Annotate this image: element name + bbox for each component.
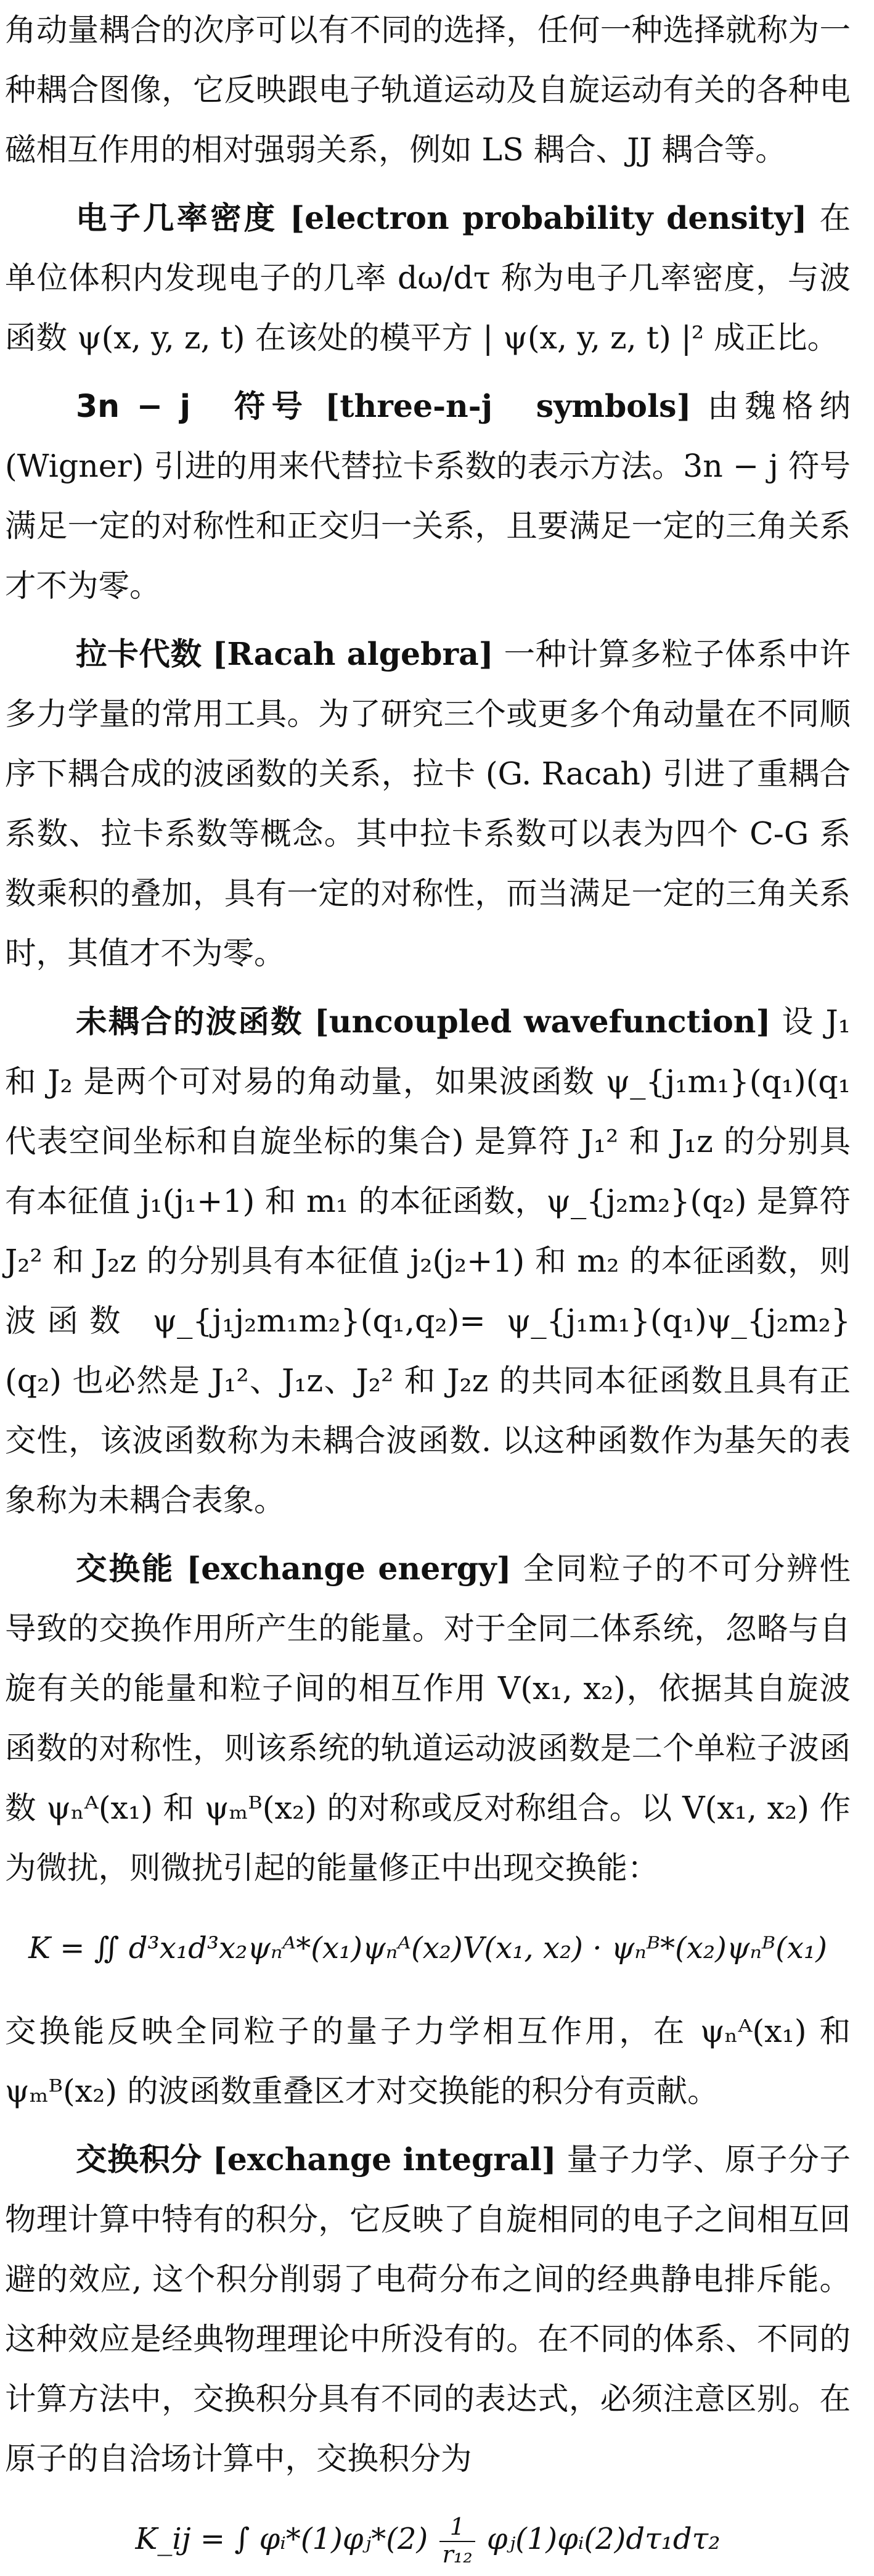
entry-english-term: [uncoupled wavefunction] xyxy=(314,1003,771,1040)
entry-exchange-integral xyxy=(5,2130,851,2488)
exchange-energy-note: 交换能反映全同粒子的量子力学相互作用，在 ψₙᴬ(x₁) 和 ψₘᴮ(x₂) 的波函数重叠区才对交换能的积分有贡献。 xyxy=(5,2013,851,2109)
fraction-numerator: 1 xyxy=(439,2514,475,2541)
entry-english-term: [electron probability density] xyxy=(290,200,807,236)
entry-definition: 设 J₁ 和 J₂ 是两个可对易的角动量，如果波函数 ψ_{j₁m₁}(q₁)(q₁ 代表空间坐标和自旋坐标的集合) 是算符 J₁² 和 J₁z 的分别具有本征值 j₁(j₁+1) 和 m₁ 的本征函数，ψ_{j₂m₂}(q₂) 是算符 J₂² 和 J₂z 的分别具有本征值 j₂(j₂+1) 和 m₂ 的本征函数，则波函数 ψ_{j₁j₂m₁m₂}(q₁,q₂)= ψ_{j₁m₁}(q₁)ψ_{j₂m₂}(q₂) 也必然是 J₁²、J₁z、J₂² 和 J₂z 的共同本征函数且具有正交性，该波函数称为未耦合波函数. 以这种函数作为基矢的表象称为未耦合表象。 xyxy=(5,1003,851,1518)
equation-rhs: φⱼ(1)φᵢ(2)dτ₁dτ₂ xyxy=(486,2522,721,2556)
entry-english-term: [exchange energy] xyxy=(186,1550,512,1587)
entry-exchange-energy xyxy=(5,1539,851,1898)
entry-term: 拉卡代数 xyxy=(76,636,202,672)
entry-term: 电子几率密度 xyxy=(76,200,278,236)
entry-definition: 全同粒子的不可分辨性导致的交换作用所产生的能量。对于全同二体系统，忽略与自旋有关的能量和粒子间的相互作用 V(x₁, x₂)，依据其自旋波函数的对称性，则该系统的轨道运动波函数是二个单粒子波函数 ψₙᴬ(x₁) 和 ψₘᴮ(x₂) 的对称或反对称组合。以 V(x₁, x₂) 作为微扰，则微扰引起的能量修正中出现交换能： xyxy=(5,1550,851,1886)
entry-term: 交换积分 xyxy=(76,2141,202,2178)
entry-3nj-symbols xyxy=(5,376,851,615)
entry-definition: 由魏格纳 (Wigner) 引进的用来代替拉卡系数的表示方法。3n − j 符号满足一定的对称性和正交归一关系，且要满足一定的三角关系才不为零。 xyxy=(5,388,851,604)
entry-racah-algebra xyxy=(5,624,851,983)
entry-definition: 在单位体积内发现电子的几率 dω/dτ 称为电子几率密度，与波函数 ψ(x, y, z, t) 在该处的模平方 | ψ(x, y, z, t) |² 成正比。 xyxy=(5,200,851,356)
exchange-energy-equation: K = ∬ d³x₁d³x₂ψₙᴬ*(x₁)ψₙᴬ(x₂)V(x₁, x₂) · ψₙᴮ*(x₂)ψₙᴮ(x₁) xyxy=(28,1931,827,1965)
entry-english-term: [Racah algebra] xyxy=(212,636,494,672)
entry-definition: 一种计算多粒子体系中许多力学量的常用工具。为了研究三个或更多个角动量在不同顺序下耦合成的波函数的关系，拉卡 (G. Racah) 引进了重耦合系数、拉卡系数等概念。其中拉卡系数可以表为四个 C-G 系数乘积的叠加，具有一定的对称性，而当满足一定的三角关系时，其值才不为零。 xyxy=(5,636,851,971)
exchange-integral-equation xyxy=(5,2502,851,2576)
entry-term: 未耦合的波函数 xyxy=(76,1003,303,1040)
entry-english-term: [exchange integral] xyxy=(212,2141,557,2178)
entry-electron-probability-density xyxy=(5,188,851,368)
fraction-denominator: r₁₂ xyxy=(442,2540,473,2569)
intro-paragraph: 角动量耦合的次序可以有不同的选择，任何一种选择就称为一种耦合图像，它反映跟电子轨道运动及自旋运动有关的各种电磁相互作用的相对强弱关系，例如 LS 耦合、JJ 耦合等。 xyxy=(5,12,851,168)
entry-english-term: [three-n-j symbols] xyxy=(325,388,692,424)
entry-term: 交换能 xyxy=(76,1550,175,1587)
equation-lhs: K_ij = ∫ φᵢ*(1)φⱼ*(2) xyxy=(135,2522,428,2556)
entry-term: 3n − j 符号 xyxy=(76,388,309,424)
entry-uncoupled-wavefunction xyxy=(5,992,851,1530)
entry-definition: 量子力学、原子分子物理计算中特有的积分，它反映了自旋相同的电子之间相互回避的效应, 这个积分削弱了电荷分布之间的经典静电排斥能。这种效应是经典物理理论中所没有的。在不同的体系、不同的计算方法中，交换积分具有不同的表达式，必须注意区别。在原子的自洽场计算中，交换积分为 xyxy=(5,2141,851,2477)
equation-fraction xyxy=(439,2514,475,2567)
